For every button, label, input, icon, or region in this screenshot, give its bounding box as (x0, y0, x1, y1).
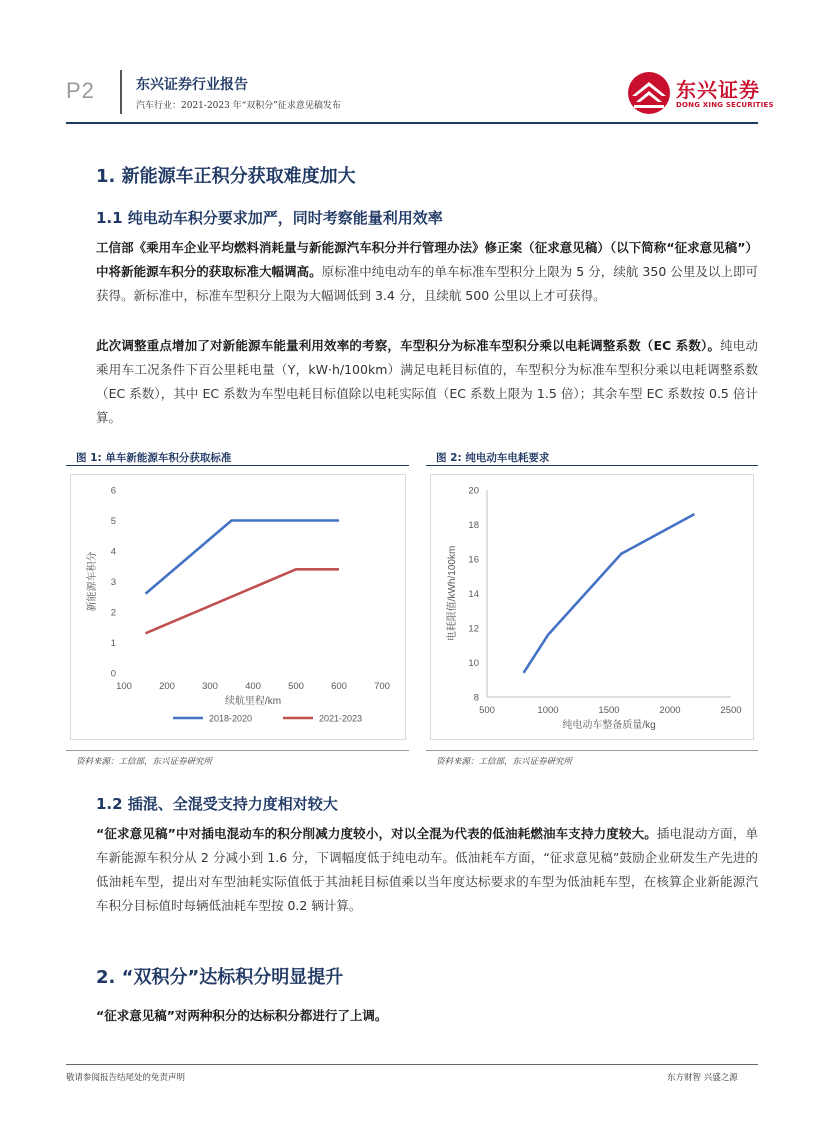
series-line-2021-2023 (146, 569, 340, 633)
paragraph-4 (96, 1004, 758, 1028)
x-axis-title: 纯电动车整备质量/kg (562, 720, 656, 731)
header-rule (66, 122, 758, 124)
y-tick-label: 2 (110, 607, 116, 619)
figure-1-title: 图 1: 单车新能源车积分获取标准 (76, 452, 232, 464)
chart-2 (431, 475, 753, 739)
x-tick-label: 200 (159, 681, 175, 692)
paragraph-3-lead: “征求意见稿”中对插电混动车的积分削减力度较小，对以全混为代表的低油耗燃油车支持力度较大。 (96, 826, 657, 841)
y-tick-label: 5 (110, 516, 116, 527)
y-tick-label: 6 (110, 485, 116, 497)
y-tick-label: 16 (468, 554, 479, 566)
y-tick-label: 20 (468, 485, 479, 497)
section-2-title: 2. “双积分”达标积分明显提升 (96, 967, 344, 988)
header-divider (120, 70, 122, 114)
footer-rule (66, 1064, 758, 1065)
figure-2-source: 资料来源：工信部，东兴证券研究所 (436, 757, 573, 767)
chart-1 (71, 475, 405, 739)
x-tick-label: 700 (374, 681, 390, 692)
y-tick-label: 10 (468, 658, 479, 669)
y-tick-label: 4 (110, 546, 116, 558)
legend-label: 2021-2023 (319, 713, 363, 724)
logo-name: 东兴证券 (676, 78, 760, 102)
x-tick-label: 2000 (659, 705, 681, 716)
paragraph-2 (96, 334, 758, 430)
y-tick-label: 3 (110, 577, 116, 588)
section-1-2-title: 1.2 插混、全混受支持力度相对较大 (96, 795, 338, 813)
paragraph-1-body: 原标准中纯电动车的单车标准车型积分上限为 5 分，续航 350 公里及以上即可获得。新标准中，标准车型积分上限为大幅调低到 3.4 分，且续航 500 公里以上才可获得。 (96, 264, 758, 303)
figure-1-source-rule (66, 750, 409, 751)
x-tick-label: 100 (116, 681, 132, 692)
x-tick-label: 500 (288, 681, 304, 692)
y-axis-title: 电耗限值/kWh/100km (447, 545, 458, 642)
x-tick-label: 600 (331, 681, 347, 692)
y-tick-label: 14 (468, 589, 479, 600)
x-tick-label: 400 (245, 681, 261, 692)
paragraph-2-lead: 此次调整重点增加了对新能源车能量利用效率的考察，车型积分为标准车型积分乘以电耗调整系数（EC 系数）。 (96, 338, 721, 353)
x-axis-title: 续航里程/km (224, 696, 282, 707)
paragraph-2-body: 纯电动乘用车工况条件下百公里耗电量（Y，kW·h/100km）满足电耗目标值的，车型积分为标准车型积分乘以电耗调整系数（EC 系数），其中 EC 系数为车型电耗目标值除以电耗实际值（EC 系数上限为 1.5 倍）；其余车型 EC 系数按 0.5 倍计算。 (96, 338, 758, 425)
paragraph-1 (96, 236, 758, 308)
y-tick-label: 0 (110, 668, 116, 680)
dongxing-logo-icon (626, 70, 672, 116)
y-tick-label: 1 (110, 638, 116, 649)
figure-2-frame (430, 474, 754, 740)
series-line-2018-2020 (146, 521, 340, 594)
logo-english-name: DONG XING SECURITIES (676, 101, 774, 109)
y-axis-title: 新能源车积分 (87, 551, 98, 612)
series-line-电耗限值 (524, 514, 695, 673)
x-tick-label: 500 (479, 705, 495, 716)
paragraph-4-lead: “征求意见稿”对两种积分的达标积分都进行了上调。 (96, 1008, 388, 1023)
paragraph-1-lead: 工信部《乘用车企业平均燃料消耗量与新能源汽车积分并行管理办法》修正案（征求意见稿）（以下简称“征求意见稿”）中将新能源车积分的获取标准大幅调高。 (96, 240, 758, 279)
y-tick-label: 12 (468, 623, 479, 635)
y-tick-label: 8 (473, 692, 479, 704)
figure-2-source-rule (426, 750, 758, 751)
figure-2-title: 图 2: 纯电动车电耗要求 (436, 452, 550, 464)
section-1-title: 1. 新能源车正积分获取难度加大 (96, 166, 356, 187)
x-tick-label: 1000 (537, 705, 559, 716)
footer-disclaimer: 敬请参阅报告结尾处的免责声明 (66, 1073, 186, 1083)
page-number: P2 (66, 78, 95, 103)
y-tick-label: 18 (468, 520, 479, 531)
figure-1-rule (66, 465, 409, 466)
section-1-1-title: 1.1 纯电动车积分要求加严，同时考察能量利用效率 (96, 209, 443, 227)
figure-2-rule (426, 465, 758, 466)
x-tick-label: 1500 (598, 705, 620, 716)
x-tick-label: 2500 (720, 705, 742, 716)
footer-slogan: 东方财智 兴盛之源 (667, 1073, 738, 1083)
x-tick-label: 300 (202, 681, 218, 692)
report-subtitle: 汽车行业：2021-2023 年“双积分”征求意见稿发布 (136, 101, 341, 111)
paragraph-3 (96, 822, 758, 918)
figure-1-source: 资料来源：工信部，东兴证券研究所 (76, 757, 213, 767)
paragraph-3-body: 插电混动方面，单车新能源车积分从 2 分减小到 1.6 分，下调幅度低于纯电动车。低油耗车方面，“征求意见稿”鼓励企业研发生产先进的低油耗车型，提出对车型油耗实际值低于其油耗目标值乘以当年度达标要求的车型为低油耗车型，在核算企业新能源汽车积分目标值时每辆低油耗车型按 0.2 辆计算。 (96, 826, 758, 913)
report-brand: 东兴证券行业报告 (136, 77, 248, 93)
legend-label: 2018-2020 (209, 713, 253, 724)
figure-1-frame (70, 474, 406, 740)
